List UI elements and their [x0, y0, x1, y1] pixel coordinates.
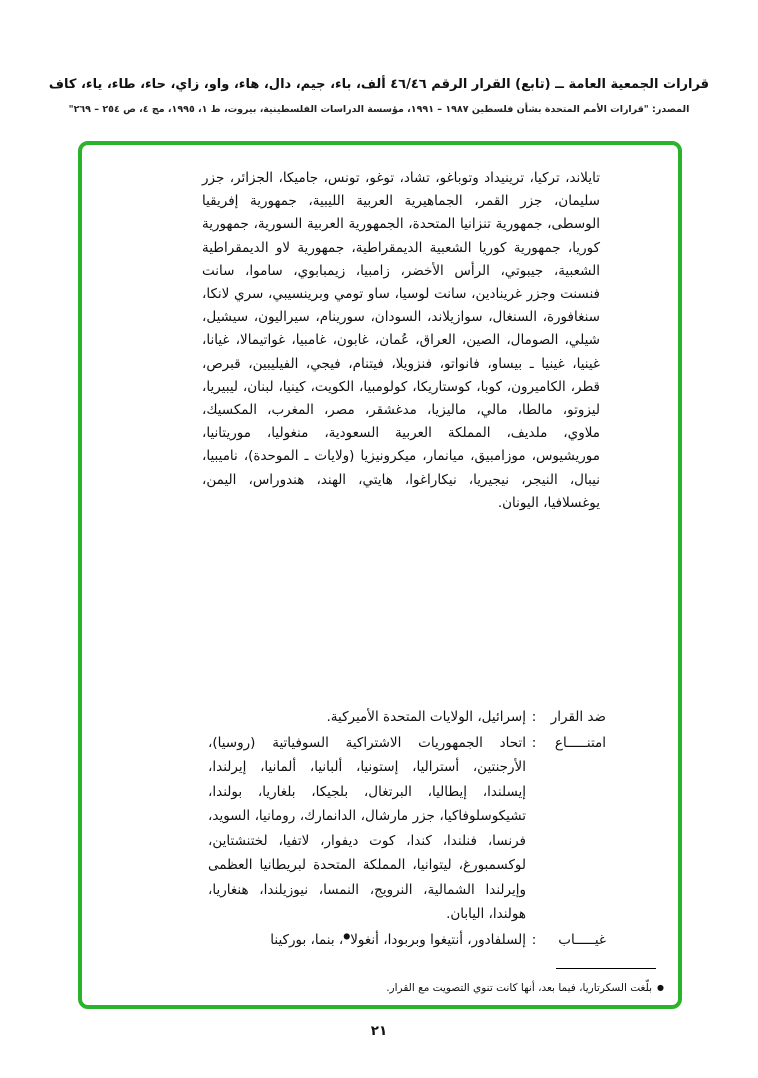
- page-title: قرارات الجمعية العامة ــ (تابع) القرار الرقم ٤٦/٤٦ ألف، باء، جيم، دال، هاء، واو، زاي، حاء، طاء، ياء، كاف: [48, 77, 710, 92]
- vote-section-absent: [208, 928, 606, 953]
- abstain-colon: :: [531, 734, 537, 751]
- absent-country-list: [208, 928, 526, 953]
- vote-section-against: [208, 705, 606, 730]
- footnote-bullet-icon: ●: [657, 983, 664, 992]
- abstain-country-list: اتحاد الجمهوريات الاشتراكية السوفياتية (روسيا)، الأرجنتين، أستراليا، إستونيا، ألبانيا، ألمانيا، إيرلندا، إيسلندا، إيطاليا، البرتغال، بلجيكا، بلغاريا، بولندا، تشيكوسلوفاكيا، جزر مارشال، الدانمارك، رومانيا، السويد، فرنسا، فنلندا، كندا، كوت ديفوار، لاتفيا، لختنشتاين، لوكسمبورغ، ليتوانيا، المملكة المتحدة لبريطانيا العظمى وإيرلندا الشمالية، النرويج، النمسا، نيوزيلندا، هنغاريا، هولندا، اليابان.: [208, 734, 526, 922]
- abstain-label: امتنـــــاع: [554, 734, 606, 751]
- footnote-text: بلّغت السكرتاريا، فيما بعد، أنها كانت تنوي التصويت مع القرار.: [386, 982, 653, 994]
- green-border-box: [78, 141, 682, 1009]
- vote-sections: [208, 705, 606, 953]
- page-number: ٢١: [370, 1023, 388, 1039]
- source-line: المصدر: "قرارات الأمم المتحدة بشأن فلسطين ١٩٨٧ – ١٩٩١، مؤسسة الدراسات الفلسطينية، بيروت، ط ١، ١٩٩٥، مج ٤، ص ٢٥٤ – ٢٦٩": [68, 104, 690, 115]
- footnote-divider: [556, 968, 656, 969]
- absent-colon: :: [531, 931, 537, 948]
- absent-list-part1: إلسلفادور، أنتيغوا وبربودا، أنغولا: [350, 931, 526, 948]
- against-country-list: إسرائيل، الولايات المتحدة الأميركية.: [326, 709, 526, 725]
- against-colon: :: [531, 709, 537, 725]
- vote-section-abstain: [208, 731, 606, 927]
- in-favor-country-list: تايلاند، تركيا، ترينيداد وتوباغو، تشاد، توغو، تونس، جاميكا، الجزائر، جزر سليمان، جزر القمر، الجماهيرية العربية الليبية، جمهورية إفريقيا الوسطى، جمهورية تنزانيا المتحدة، الجمهورية العربية السورية، جمهورية كوريا، جمهورية كوريا الشعبية الديمقراطية، جمهورية لاو الديمقراطية الشعبية، جيبوتي، الرأس الأخضر، زامبيا، زيمبابوي، ساموا، سانت فنسنت وجزر غرينادين، سانت لوسيا، ساو تومي وبرينسيبي، سري لانكا، سنغافورة، السنغال، سوازيلاند، السودان، سورينام، سيراليون، سيشيل، شيلي، الصومال، الصين، العراق، عُمان، غابون، غامبيا، غواتيمالا، غيانا، غينيا، غينيا ـ بيساو، فانواتو، فنزويلا، فيتنام، فيجي، الفيليبين، قبرص، قطر، الكاميرون، كوبا، كوستاريكا، كولومبيا، الكويت، كينيا، لبنان، ليبيريا، ليزوتو، مالطا، مالي، ماليزيا، مدغشقر، مصر، المغرب، المكسيك، ملاوي، ملديف، المملكة العربية السعودية، منغوليا، موريتانيا، موريشيوس، موزامبيق، ميانمار، ميكرونيزيا (ولايات ـ الموحدة)، ناميبيا، نيبال، النيجر، نيجيريا، نيكاراغوا، هايتي، الهند، هندوراس، اليمن، يوغسلافيا، اليونان.: [202, 170, 600, 511]
- footnote-reference-marker: ●: [343, 931, 351, 940]
- absent-list-part2: ، بنما، بوركينا: [270, 931, 344, 948]
- against-label: ضد القرار: [550, 709, 606, 725]
- footnote: [94, 981, 664, 995]
- absent-label: غيـــــاب: [558, 931, 606, 948]
